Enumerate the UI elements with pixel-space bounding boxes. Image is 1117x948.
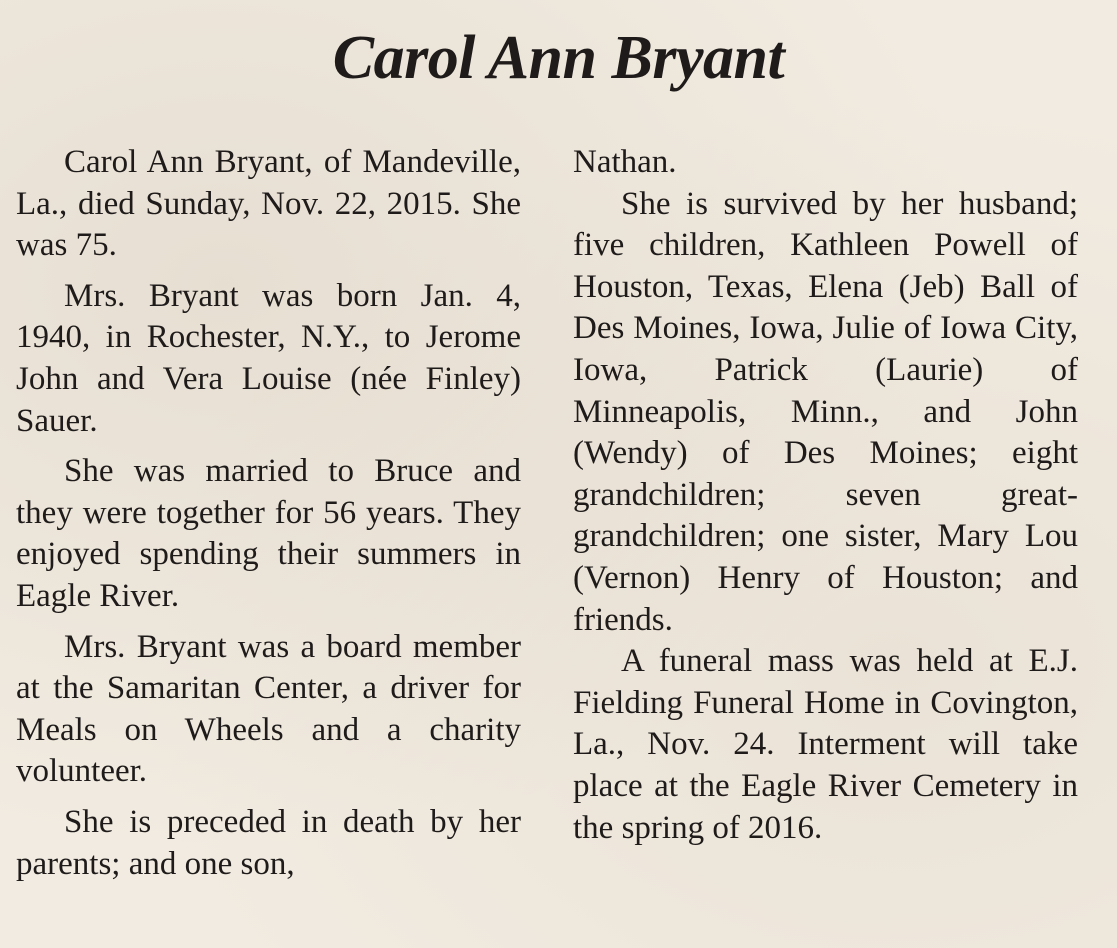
paragraph-marriage: She was married to Bruce and they were together for 56 years. They enjoyed spending their summers in Eagle River. xyxy=(16,453,521,614)
paragraph-continuation: Nathan. xyxy=(573,144,677,180)
paragraph-preceded-in-death: She is preceded in death by her parents; and one son, xyxy=(16,803,521,882)
paragraph-community-service: Mrs. Bryant was a board member at the Samaritan Center, a driver for Meals on Wheels and a charity volunteer. xyxy=(16,628,521,790)
paragraph-funeral: A funeral mass was held at E.J. Fielding Funeral Home in Covington, La., Nov. 24. Interment will take place at the Eagle River Cemetery in the spring of 2016. xyxy=(573,643,1078,846)
paragraph-birth: Mrs. Bryant was born Jan. 4, 1940, in Rochester, N.Y., to Jerome John and Vera Louise (née Finley) Sauer. xyxy=(16,277,521,439)
right-column xyxy=(573,142,1078,849)
paragraph-death-notice: Carol Ann Bryant, of Mandeville, La., died Sunday, Nov. 22, 2015. She was 75. xyxy=(16,144,521,264)
obituary-headline: Carol Ann Bryant xyxy=(332,24,785,92)
left-column xyxy=(16,142,521,885)
paragraph-survivors: She is survived by her husband; five children, Kathleen Powell of Houston, Texas, Elena (Jeb) Ball of Des Moines, Iowa, Julie of Iowa City, Iowa, Patrick (Laurie) of Minneapolis, Minn., and John (Wendy) of Des Moines; eight grandchildren; seven great-grandchildren; one sister, Mary Lou (Vernon) Henry of Houston; and friends. xyxy=(573,185,1078,638)
